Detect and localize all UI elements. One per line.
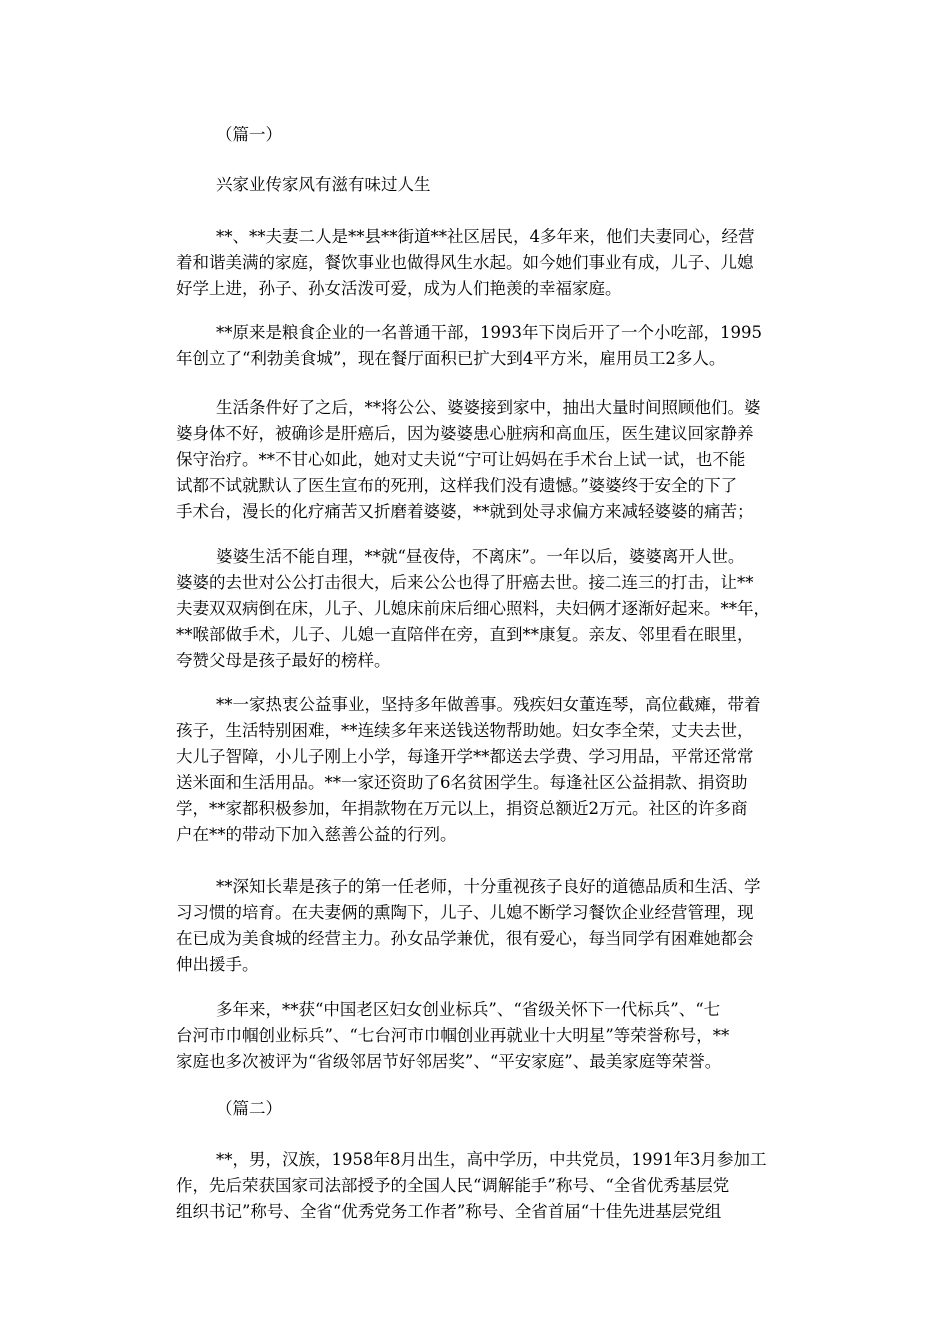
paragraph-line: **，男，汉族，1958年8月出生，高中学历，中共党员，1991年3月参加工 (216, 1150, 767, 1169)
paragraph-line: 着和谐美满的家庭，餐饮事业也做得风生水起。如今她们事业有成，儿子、儿媳 (176, 253, 754, 272)
paragraph-line: 婆婆的去世对公公打击很大，后来公公也得了肝癌去世。接二连三的打击，让** (176, 573, 754, 592)
paragraph-line: 夫妻双双病倒在床，儿子、儿媳床前床后细心照料，夫妇俩才逐渐好起来。**年， (176, 599, 770, 618)
paragraph-8 (176, 1147, 776, 1225)
paragraph-6 (176, 874, 776, 978)
paragraph-line: 送米面和生活用品。**一家还资助了6名贫困学生。每逢社区公益捐款、捐资助 (176, 773, 748, 792)
paragraph-line: **原来是粮食企业的一名普通干部，1993年下岗后开了一个小吃部，1995 (216, 323, 762, 342)
paragraph-5 (176, 692, 776, 848)
paragraph-3 (176, 395, 776, 525)
paragraph-line: 伸出援手。 (176, 955, 259, 974)
paragraph-line: **深知长辈是孩子的第一任老师，十分重视孩子良好的道德品质和生活、学 (216, 877, 761, 896)
paragraph-line: 学，**家都积极参加，年捐款物在万元以上，捐资总额近2万元。社区的许多商 (176, 799, 748, 818)
paragraph-line: **喉部做手术，儿子、儿媳一直陪伴在旁，直到**康复。亲友、邻里看在眼里， (176, 625, 754, 644)
paragraph-4 (176, 544, 776, 674)
section-heading-text: （篇二） (216, 1099, 282, 1118)
paragraph-line: 保守治疗。**不甘心如此，她对丈夫说“宁可让妈妈在手术台上试一试，也不能 (176, 450, 746, 469)
paragraph-line: **、**夫妻二人是**县**街道**社区居民，4多年来，他们夫妻同心，经营 (216, 227, 755, 246)
paragraph-line: 多年来，**获“中国老区妇女创业标兵”、“省级关怀下一代标兵”、“七 (216, 1000, 721, 1019)
paragraph-line: 年创立了“利勃美食城”，现在餐厅面积已扩大到4平方米，雇用员工2多人。 (176, 349, 726, 368)
paragraph-line: 作，先后荣获国家司法部授予的全国人民“调解能手”称号、“全省优秀基层党 (176, 1176, 730, 1195)
paragraph-line: **一家热衷公益事业，坚持多年做善事。残疾妇女董连琴，高位截瘫，带着 (216, 695, 761, 714)
section-heading-1 (176, 122, 776, 148)
section-heading-2 (176, 1096, 776, 1122)
paragraph-line: 婆身体不好，被确诊是肝癌后，因为婆婆患心脏病和高血压，医生建议回家静养 (176, 424, 754, 443)
paragraph-line: 夸赞父母是孩子最好的榜样。 (176, 651, 391, 670)
paragraph-line: 户在**的带动下加入慈善公益的行列。 (176, 825, 457, 844)
section-heading-text: （篇一） (216, 125, 282, 144)
paragraph-2 (176, 320, 776, 372)
paragraph-line: 手术台，漫长的化疗痛苦又折磨着婆婆，**就到处寻求偏方来减轻婆婆的痛苦； (176, 502, 754, 521)
paragraph-line: 好学上进，孙子、孙女活泼可爱，成为人们艳羡的幸福家庭。 (176, 279, 622, 298)
paragraph-line: 组织书记”称号、全省“优秀党务工作者”称号、全省首届“十佳先进基层党组 (176, 1202, 722, 1221)
paragraph-line: 孩子，生活特别困难，**连续多年来送钱送物帮助她。妇女李全荣，丈夫去世， (176, 721, 754, 740)
paragraph-line: 大儿子智障，小儿子刚上小学，每逢开学**都送去学费、学习用品，平常还常常 (176, 747, 754, 766)
paragraph-line: 习习惯的培育。在夫妻俩的熏陶下，儿子、儿媳不断学习餐饮企业经营管理，现 (176, 903, 754, 922)
article-title (176, 172, 776, 198)
article-title-text: 兴家业传家风有滋有味过人生 (216, 175, 431, 194)
paragraph-1 (176, 224, 776, 302)
paragraph-line: 婆婆生活不能自理，**就“昼夜侍，不离床”。一年以后，婆婆离开人世。 (216, 547, 745, 566)
paragraph-7 (176, 997, 776, 1075)
paragraph-line: 家庭也多次被评为“省级邻居节好邻居奖”、“平安家庭”、最美家庭等荣誉。 (176, 1052, 722, 1071)
paragraph-line: 台河市巾帼创业标兵”、“七台河市巾帼创业再就业十大明星”等荣誉称号，** (176, 1026, 730, 1045)
paragraph-line: 生活条件好了之后，**将公公、婆婆接到家中，抽出大量时间照顾他们。婆 (216, 398, 761, 417)
paragraph-line: 在已成为美食城的经营主力。孙女品学兼优，很有爱心，每当同学有困难她都会 (176, 929, 754, 948)
paragraph-line: 试都不试就默认了医生宣布的死刑，这样我们没有遗憾。”婆婆终于安全的下了 (176, 476, 738, 495)
